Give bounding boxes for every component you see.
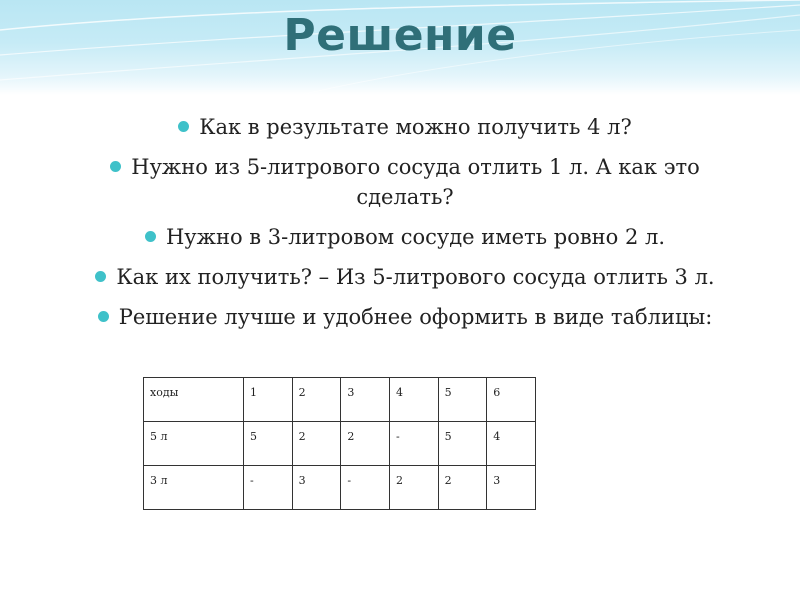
table-cell: 3 л	[144, 466, 244, 510]
table-row	[144, 422, 536, 466]
bullet-item: Нужно из 5-литрового сосуда отлить 1 л. А как это сделать?	[60, 152, 750, 212]
table-cell: -	[389, 422, 438, 466]
table-cell: 5	[438, 378, 487, 422]
table-cell: -	[244, 466, 293, 510]
table-cell: 4	[487, 422, 536, 466]
table-cell: 1	[244, 378, 293, 422]
table-cell: 4	[389, 378, 438, 422]
bullet-item: Как в результате можно получить 4 л?	[60, 112, 750, 142]
table-cell: 6	[487, 378, 536, 422]
table-cell: 3	[341, 378, 390, 422]
slide-title: Решение	[283, 10, 517, 61]
bullet-dot-icon	[110, 161, 121, 172]
table-cell: 3	[487, 466, 536, 510]
bullet-item: Нужно в 3-литровом сосуде иметь ровно 2 л.	[60, 222, 750, 252]
table-cell: 2	[341, 422, 390, 466]
table-cell: 5 л	[144, 422, 244, 466]
table-row	[144, 466, 536, 510]
table-cell: -	[341, 466, 390, 510]
table-cell: 3	[292, 466, 341, 510]
bullet-dot-icon	[178, 121, 189, 132]
bullet-dot-icon	[145, 231, 156, 242]
table-cell: 2	[292, 422, 341, 466]
table-cell: 5	[438, 422, 487, 466]
bullet-dot-icon	[98, 311, 109, 322]
table-cell: 2	[292, 378, 341, 422]
table-cell: 5	[244, 422, 293, 466]
table-cell: 2	[438, 466, 487, 510]
bullet-list	[60, 112, 750, 342]
table-row	[144, 378, 536, 422]
bullet-item: Решение лучше и удобнее оформить в виде таблицы:	[60, 302, 750, 332]
moves-table	[143, 377, 536, 510]
table-cell: ходы	[144, 378, 244, 422]
bullet-item: Как их получить? – Из 5-литрового сосуда отлить 3 л.	[60, 262, 750, 292]
bullet-dot-icon	[95, 271, 106, 282]
table-cell: 2	[389, 466, 438, 510]
